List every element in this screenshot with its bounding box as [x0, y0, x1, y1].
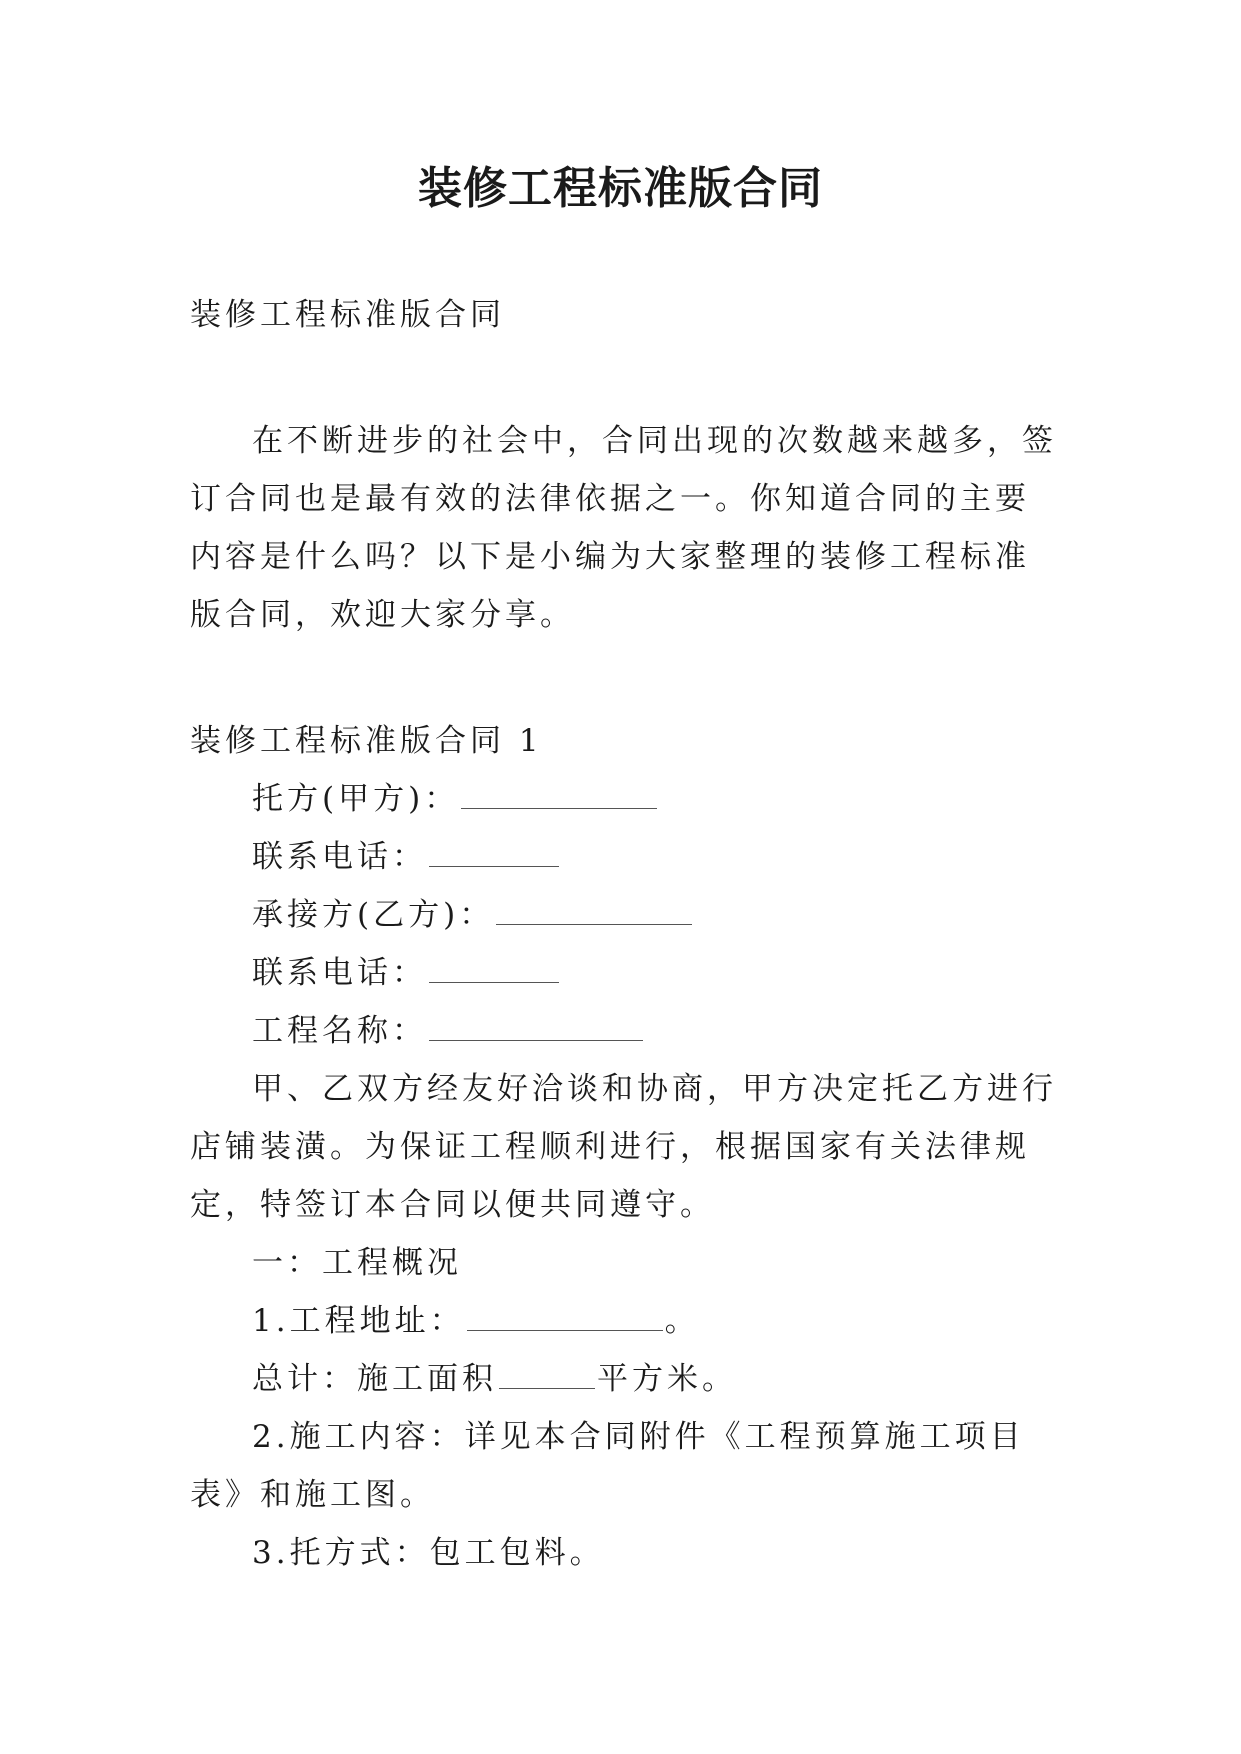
project-name-field: [190, 1002, 1060, 1060]
contract-method: 3.托方式：包工包料。: [252, 1535, 605, 1571]
phone-a-blank: [429, 836, 559, 867]
address-label: 1.工程地址：: [252, 1303, 465, 1339]
project-name-blank: [429, 1010, 643, 1041]
section-heading: 装修工程标准版合同 1: [190, 723, 543, 759]
area-field: [190, 1350, 1060, 1408]
document-title: 装修工程标准版合同: [418, 163, 823, 214]
construction-content: 2.施工内容：详见本合同附件《工程预算施工项目表》和施工图。: [190, 1419, 1025, 1513]
phone-a-label: 联系电话：: [252, 839, 427, 875]
party-a-label: 托方(甲方)：: [252, 781, 460, 817]
phone-b-blank: [429, 952, 559, 983]
clause-1-heading: 一：工程概况: [252, 1245, 462, 1281]
address-suffix: 。: [664, 1303, 700, 1339]
address-field: [190, 1292, 1060, 1350]
phone-b-field: [190, 944, 1060, 1002]
party-b-label: 承接方(乙方)：: [252, 897, 495, 933]
area-suffix: 平方米。: [597, 1361, 737, 1397]
phone-a-field: [190, 828, 1060, 886]
intro-paragraph: 在不断进步的社会中，合同出现的次数越来越多，签订合同也是最有效的法律依据之一。你知道合同的主要内容是什么吗？以下是小编为大家整理的装修工程标准版合同，欢迎大家分享。: [190, 423, 1057, 633]
document-body: [190, 286, 1060, 1582]
area-prefix: 总计：施工面积: [252, 1361, 497, 1397]
project-name-label: 工程名称：: [252, 1013, 427, 1049]
party-b-blank: [496, 894, 692, 925]
party-b-field: [190, 886, 1060, 944]
address-blank: [467, 1300, 663, 1331]
document-subtitle: 装修工程标准版合同: [190, 297, 505, 333]
area-blank: [499, 1358, 595, 1389]
party-a-field: [190, 770, 1060, 828]
phone-b-label: 联系电话：: [252, 955, 427, 991]
preamble-paragraph: 甲、乙双方经友好洽谈和协商，甲方决定托乙方进行店铺装潢。为保证工程顺利进行，根据国家有关法律规定，特签订本合同以便共同遵守。: [190, 1071, 1057, 1223]
party-a-blank: [461, 778, 657, 809]
